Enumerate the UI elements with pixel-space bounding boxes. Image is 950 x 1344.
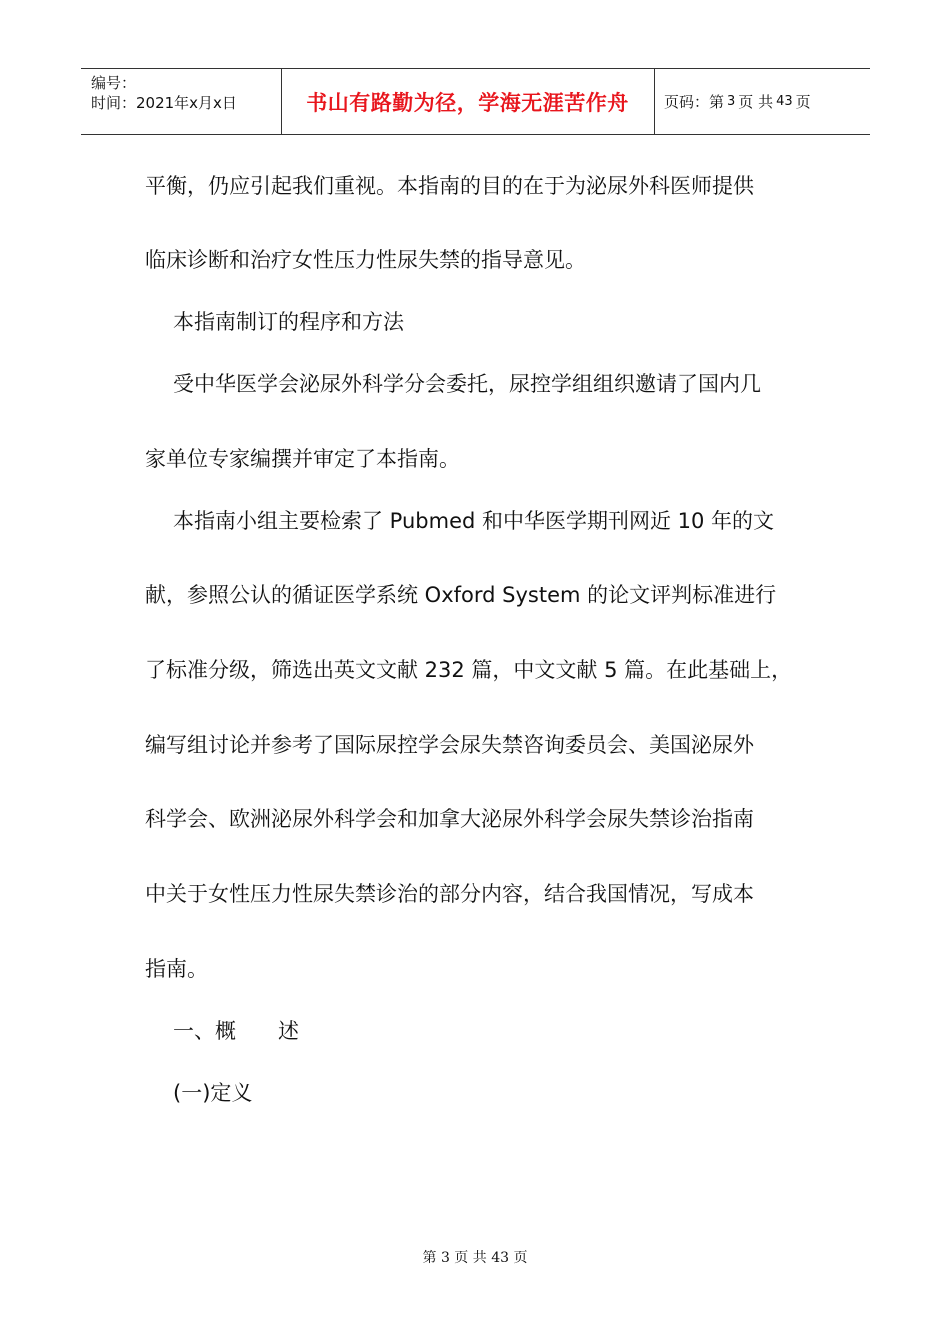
number-label: 编号：: [91, 74, 137, 92]
header-motto: 书山有路勤为径，学海无涯苦作舟: [306, 90, 629, 115]
body-line: 中关于女性压力性尿失禁诊治的部分内容，结合我国情况，写成本: [145, 882, 754, 906]
page-total: 43: [776, 94, 793, 109]
body-line: 科学会、欧洲泌尿外科学会和加拿大泌尿外科学会尿失禁诊治指南: [145, 807, 754, 831]
header-page-code: [664, 69, 811, 134]
page-prefix: 页码：第: [664, 93, 725, 111]
page-header: [81, 68, 870, 135]
subsection-heading: (一)定义: [173, 1081, 253, 1105]
header-meta: [91, 73, 237, 113]
body-line: 平衡，仍应引起我们重视。本指南的目的在于为泌尿外科医师提供: [145, 174, 754, 198]
section-heading: 一、概 述: [173, 1019, 299, 1043]
page-footer: 第 3 页 共 43 页: [422, 1250, 528, 1266]
body-line: 编写组讨论并参考了国际尿控学会尿失禁咨询委员会、美国泌尿外: [145, 733, 754, 757]
header-divider: [654, 69, 655, 134]
body-line: 受中华医学会泌尿外科学分会委托，尿控学组组织邀请了国内几: [173, 372, 761, 396]
page-current: 3: [727, 94, 736, 109]
date-label: 时间：2021年x月x日: [91, 94, 237, 112]
section-heading: 本指南制订的程序和方法: [173, 310, 404, 334]
page-suffix: 页: [795, 93, 811, 111]
body-line: 临床诊断和治疗女性压力性尿失禁的指导意见。: [145, 248, 586, 272]
body-line: 了标准分级，筛选出英文文献 232 篇，中文文献 5 篇。在此基础上，: [145, 658, 793, 682]
body-line: 家单位专家编撰并审定了本指南。: [145, 447, 460, 471]
body-line: 献，参照公认的循证医学系统 Oxford System 的论文评判标准进行: [145, 583, 777, 607]
body-line: 指南。: [145, 957, 208, 981]
body-line: 本指南小组主要检索了 Pubmed 和中华医学期刊网近 10 年的文: [173, 509, 775, 533]
page-mid: 页 共: [738, 93, 774, 111]
